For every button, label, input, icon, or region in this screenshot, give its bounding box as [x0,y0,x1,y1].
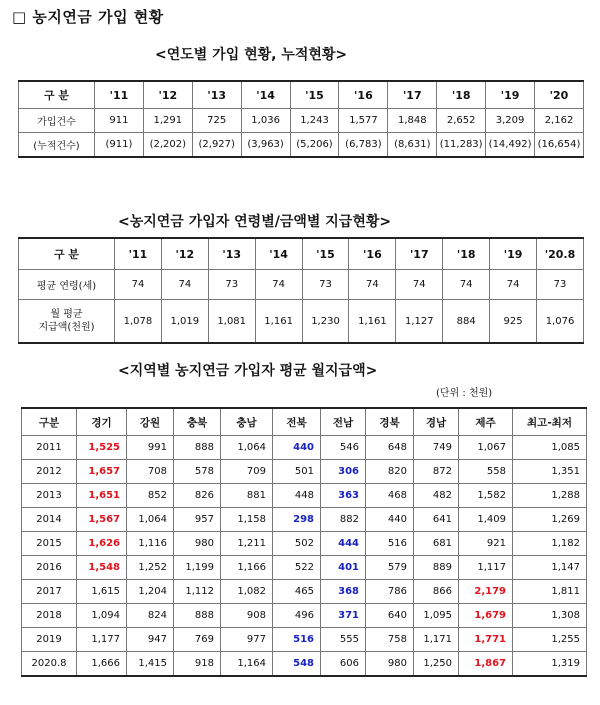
column-header: '15 [290,81,339,109]
table-cell: 1,036 [241,109,290,133]
table-cell: 758 [366,628,414,652]
table-row [22,604,587,628]
min-value-cell: 516 [273,628,321,652]
max-value-cell: 1,679 [459,604,513,628]
table-cell: 882 [321,508,366,532]
max-value-cell: 1,626 [77,532,127,556]
table-row [22,484,587,508]
max-value-cell: 1,657 [77,460,127,484]
min-value-cell: 298 [273,508,321,532]
table-cell: 911 [95,109,144,133]
table-row [22,580,587,604]
table-cell: 725 [192,109,241,133]
section1-title: <연도별 가입 현황, 누적현황> [155,47,348,63]
row-label: 2019 [22,628,77,652]
table-cell: (16,654) [535,133,584,158]
table-cell: 468 [366,484,414,508]
table-cell: 820 [366,460,414,484]
table-cell: 1,409 [459,508,513,532]
table-cell: 918 [174,652,221,677]
table-cell: 1,415 [127,652,174,677]
table-row [19,300,584,344]
table-cell: 1,319 [513,652,587,677]
max-value-cell: 1,548 [77,556,127,580]
table-cell: (6,783) [339,133,388,158]
table-cell: 3,209 [486,109,535,133]
table-cell: 579 [366,556,414,580]
table-cell: 1,095 [414,604,459,628]
table-cell: 1,615 [77,580,127,604]
table-cell: 881 [221,484,273,508]
min-value-cell: 368 [321,580,366,604]
column-header: 경남 [414,408,459,436]
table-row [22,628,587,652]
table-cell: 482 [414,484,459,508]
column-header: 최고-최저 [513,408,587,436]
table-cell: 1,269 [513,508,587,532]
column-header: '16 [339,81,388,109]
min-value-cell: 440 [273,436,321,460]
row-label: 2014 [22,508,77,532]
column-header: 충북 [174,408,221,436]
column-header: '14 [255,238,302,270]
table-cell: 769 [174,628,221,652]
table-cell: 1,082 [221,580,273,604]
table-cell: 1,094 [77,604,127,628]
table-row [22,652,587,677]
table-cell: 1,064 [127,508,174,532]
column-header: 구 분 [19,238,115,270]
column-header: '20.8 [537,238,584,270]
table-cell: (14,492) [486,133,535,158]
table-cell: 709 [221,460,273,484]
table-cell: 73 [208,270,255,300]
column-header: 제주 [459,408,513,436]
table-cell: 74 [490,270,537,300]
table-cell: 1,351 [513,460,587,484]
column-header: '17 [396,238,443,270]
table-cell: 991 [127,436,174,460]
table-cell: 1,252 [127,556,174,580]
row-label: (누적건수) [19,133,95,158]
table-header-row [19,238,584,270]
row-label: 2016 [22,556,77,580]
unit-label: (단위 : 천원) [436,388,493,399]
table-cell: (3,963) [241,133,290,158]
age-payment-table [18,237,584,344]
section3-title: <지역별 농지연금 가입자 평균 월지급액> [118,363,378,379]
table-cell: 1,243 [290,109,339,133]
table-row [22,532,587,556]
table-cell: 1,204 [127,580,174,604]
table-cell: 1,177 [77,628,127,652]
table-cell: 1,067 [459,436,513,460]
table-cell: (11,283) [437,133,486,158]
column-header: '17 [388,81,437,109]
column-header: '19 [490,238,537,270]
table-cell: 925 [490,300,537,344]
table-cell: 1,081 [208,300,255,344]
table-row [19,133,584,158]
column-header: 구분 [22,408,77,436]
table-cell: 872 [414,460,459,484]
table-cell: 74 [349,270,396,300]
table-cell: 1,577 [339,109,388,133]
table-row [22,460,587,484]
column-header: '16 [349,238,396,270]
column-header: 전남 [321,408,366,436]
table-cell: 2,652 [437,109,486,133]
table-row [22,556,587,580]
max-value-cell: 1,525 [77,436,127,460]
table-cell: 1,250 [414,652,459,677]
table-cell: 73 [537,270,584,300]
table-row [22,436,587,460]
table-cell: 980 [174,532,221,556]
table-cell: 74 [161,270,208,300]
table-cell: 648 [366,436,414,460]
table-cell: 947 [127,628,174,652]
row-label: 가입건수 [19,109,95,133]
table-cell: 1,112 [174,580,221,604]
min-value-cell: 363 [321,484,366,508]
table-cell: 1,161 [255,300,302,344]
table-row [19,270,584,300]
table-cell: 74 [255,270,302,300]
min-value-cell: 548 [273,652,321,677]
row-label: 2017 [22,580,77,604]
regional-payment-table [21,407,587,677]
column-header: '13 [192,81,241,109]
table-cell: 866 [414,580,459,604]
table-cell: 824 [127,604,174,628]
min-value-cell: 306 [321,460,366,484]
table-cell: 1,078 [115,300,162,344]
row-label-line: 월 평균 [50,309,83,320]
row-label: 2020.8 [22,652,77,677]
table-cell: 74 [443,270,490,300]
table-header-row [19,81,584,109]
table-cell: 921 [459,532,513,556]
row-label: 2015 [22,532,77,556]
table-cell: 884 [443,300,490,344]
column-header: 경북 [366,408,414,436]
row-label: 2011 [22,436,77,460]
table-cell: 1,171 [414,628,459,652]
table-cell: 74 [396,270,443,300]
table-cell: 749 [414,436,459,460]
table-cell: 1,019 [161,300,208,344]
table-cell: 1,182 [513,532,587,556]
max-value-cell: 1,771 [459,628,513,652]
column-header: 경기 [77,408,127,436]
table-cell: 1,308 [513,604,587,628]
table-row [22,508,587,532]
table-cell: (911) [95,133,144,158]
table-cell: (2,202) [143,133,192,158]
column-header: 충남 [221,408,273,436]
table-cell: 1,811 [513,580,587,604]
column-header: '12 [161,238,208,270]
table-cell: 977 [221,628,273,652]
table-cell: 1,666 [77,652,127,677]
table-cell: 1,848 [388,109,437,133]
table-cell: 1,199 [174,556,221,580]
table-cell: 852 [127,484,174,508]
table-cell: 1,158 [221,508,273,532]
column-header: '19 [486,81,535,109]
column-header: '18 [443,238,490,270]
table-cell: (2,927) [192,133,241,158]
table-cell: 1,076 [537,300,584,344]
column-header: '18 [437,81,486,109]
table-cell: 1,211 [221,532,273,556]
table-cell: 1,147 [513,556,587,580]
row-label: 2012 [22,460,77,484]
table-cell: 681 [414,532,459,556]
table-cell: 1,166 [221,556,273,580]
table-cell: 1,085 [513,436,587,460]
row-label: 2013 [22,484,77,508]
table-cell: 708 [127,460,174,484]
max-value-cell: 1,651 [77,484,127,508]
table-row [19,109,584,133]
table-cell: 74 [115,270,162,300]
table-cell: 1,164 [221,652,273,677]
table-cell: 516 [366,532,414,556]
table-cell: (5,206) [290,133,339,158]
table-cell: 73 [302,270,349,300]
max-value-cell: 2,179 [459,580,513,604]
table-cell: 440 [366,508,414,532]
table-cell: 786 [366,580,414,604]
column-header: 전북 [273,408,321,436]
table-cell: 1,161 [349,300,396,344]
table-cell: 1,127 [396,300,443,344]
row-label-line: 지급액(천원) [38,322,95,333]
page-heading: □ 농지연금 가입 현황 [12,8,164,26]
table-cell: 826 [174,484,221,508]
table-cell: 1,117 [459,556,513,580]
max-value-cell: 1,567 [77,508,127,532]
min-value-cell: 371 [321,604,366,628]
column-header: '15 [302,238,349,270]
table-cell: 640 [366,604,414,628]
section2-title: <농지연금 가입자 연령별/금액별 지급현황> [118,214,392,230]
row-label: 평균 연령(세) [19,270,115,300]
table-cell: 1,230 [302,300,349,344]
column-header: '20 [535,81,584,109]
table-cell: 522 [273,556,321,580]
table-cell: 908 [221,604,273,628]
column-header: '14 [241,81,290,109]
column-header: '11 [115,238,162,270]
table-cell: (8,631) [388,133,437,158]
table-cell: 980 [366,652,414,677]
table-cell: 578 [174,460,221,484]
min-value-cell: 401 [321,556,366,580]
table-cell: 1,255 [513,628,587,652]
table-cell: 2,162 [535,109,584,133]
table-cell: 641 [414,508,459,532]
min-value-cell: 444 [321,532,366,556]
table-cell: 558 [459,460,513,484]
row-label [19,300,115,344]
table-cell: 448 [273,484,321,508]
max-value-cell: 1,867 [459,652,513,677]
table-cell: 1,064 [221,436,273,460]
row-label: 2018 [22,604,77,628]
table-cell: 501 [273,460,321,484]
column-header: '11 [95,81,144,109]
table-cell: 1,116 [127,532,174,556]
table-cell: 1,582 [459,484,513,508]
table-cell: 606 [321,652,366,677]
table-cell: 502 [273,532,321,556]
column-header: '13 [208,238,255,270]
table-header-row [22,408,587,436]
table-cell: 889 [414,556,459,580]
column-header: '12 [143,81,192,109]
column-header: 구 분 [19,81,95,109]
table-cell: 1,288 [513,484,587,508]
table-cell: 888 [174,604,221,628]
table-cell: 957 [174,508,221,532]
table-cell: 546 [321,436,366,460]
table-cell: 888 [174,436,221,460]
annual-enrollment-table [18,80,584,158]
column-header: 강원 [127,408,174,436]
table-cell: 555 [321,628,366,652]
table-cell: 465 [273,580,321,604]
table-cell: 496 [273,604,321,628]
table-cell: 1,291 [143,109,192,133]
